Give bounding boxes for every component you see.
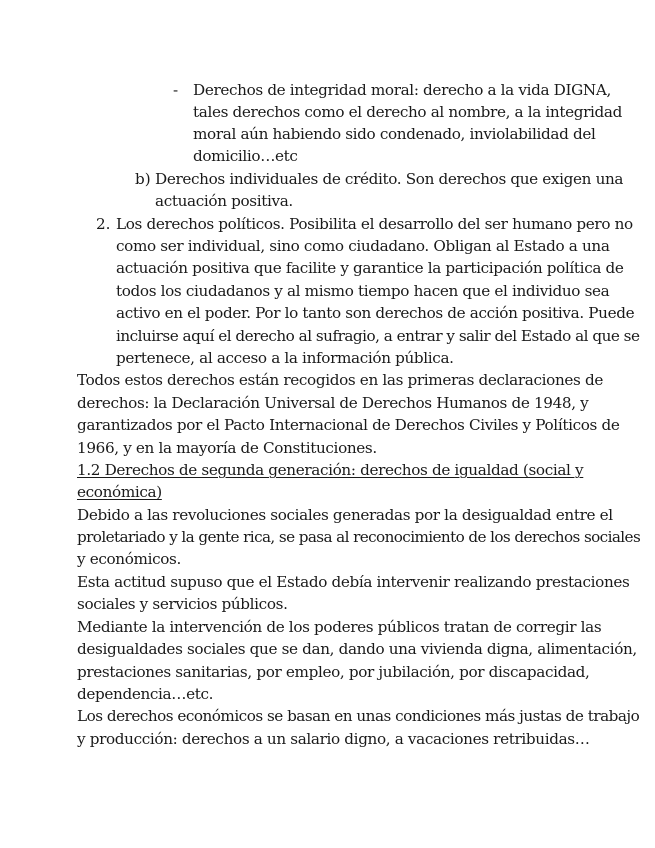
dash-item-line: domicilio…etc: [193, 147, 298, 165]
section-heading: 1.2 Derechos de segunda generación: derechos de igualdad (social y: [77, 461, 584, 479]
paragraph-line: Todos estos derechos están recogidos en las primeras declaraciones de: [77, 371, 603, 389]
paragraph-line: Esta actitud supuso que el Estado debía intervenir realizando prestaciones: [77, 573, 630, 591]
dash-bullet: -: [173, 81, 179, 99]
list-item-2-line: incluirse aquí el derecho al sufragio, a entrar y salir del Estado al que se: [116, 327, 640, 345]
list-item-2-line: activo en el poder. Por lo tanto son derechos de acción positiva. Puede: [116, 304, 635, 322]
paragraph-line: Los derechos económicos se basan en unas condiciones más justas de trabajo: [77, 707, 640, 725]
list-item-2-line: como ser individual, sino como ciudadano. Obligan al Estado a una: [116, 237, 610, 255]
paragraph-line: y producción: derechos a un salario digno, a vacaciones retribuidas…: [77, 730, 590, 748]
section-heading: económica): [77, 483, 162, 501]
list-item-2-line: actuación positiva que facilite y garantice la participación política de: [116, 259, 624, 277]
list-item-2-line: todos los ciudadanos y al mismo tiempo hacen que el individuo sea: [116, 282, 610, 300]
list-item-2-line: pertenece, al acceso a la información pública.: [116, 349, 454, 367]
paragraph-line: sociales y servicios públicos.: [77, 595, 288, 613]
paragraph-line: Mediante la intervención de los poderes públicos tratan de corregir las: [77, 618, 602, 636]
dash-item-line: tales derechos como el derecho al nombre, a la integridad: [193, 103, 622, 121]
paragraph-line: prestaciones sanitarias, por empleo, por jubilación, por discapacidad,: [77, 663, 590, 681]
b-item-line: Derechos individuales de crédito. Son derechos que exigen una: [155, 170, 624, 188]
b-item-line: actuación positiva.: [155, 192, 293, 210]
paragraph-line: Debido a las revoluciones sociales generadas por la desigualdad entre el: [77, 506, 613, 524]
dash-item-line: moral aún habiendo sido condenado, inviolabilidad del: [193, 125, 596, 143]
paragraph-line: y económicos.: [77, 550, 181, 568]
list-item-2-line: Los derechos políticos. Posibilita el desarrollo del ser humano pero no: [116, 215, 633, 233]
paragraph-line: desigualdades sociales que se dan, dando una vivienda digna, alimentación,: [77, 640, 637, 658]
list-marker-b: b): [135, 170, 151, 188]
paragraph-line: proletariado y la gente rica, se pasa al reconocimiento de los derechos sociales: [77, 528, 641, 546]
paragraph-line: 1966, y en la mayoría de Constituciones.: [77, 439, 377, 457]
list-marker-2: 2.: [96, 215, 111, 233]
paragraph-line: garantizados por el Pacto Internacional de Derechos Civiles y Políticos de: [77, 416, 620, 434]
dash-item-line: Derechos de integridad moral: derecho a la vida DIGNA,: [193, 81, 611, 99]
paragraph-line: dependencia…etc.: [77, 685, 214, 703]
paragraph-line: derechos: la Declaración Universal de Derechos Humanos de 1948, y: [77, 394, 589, 412]
